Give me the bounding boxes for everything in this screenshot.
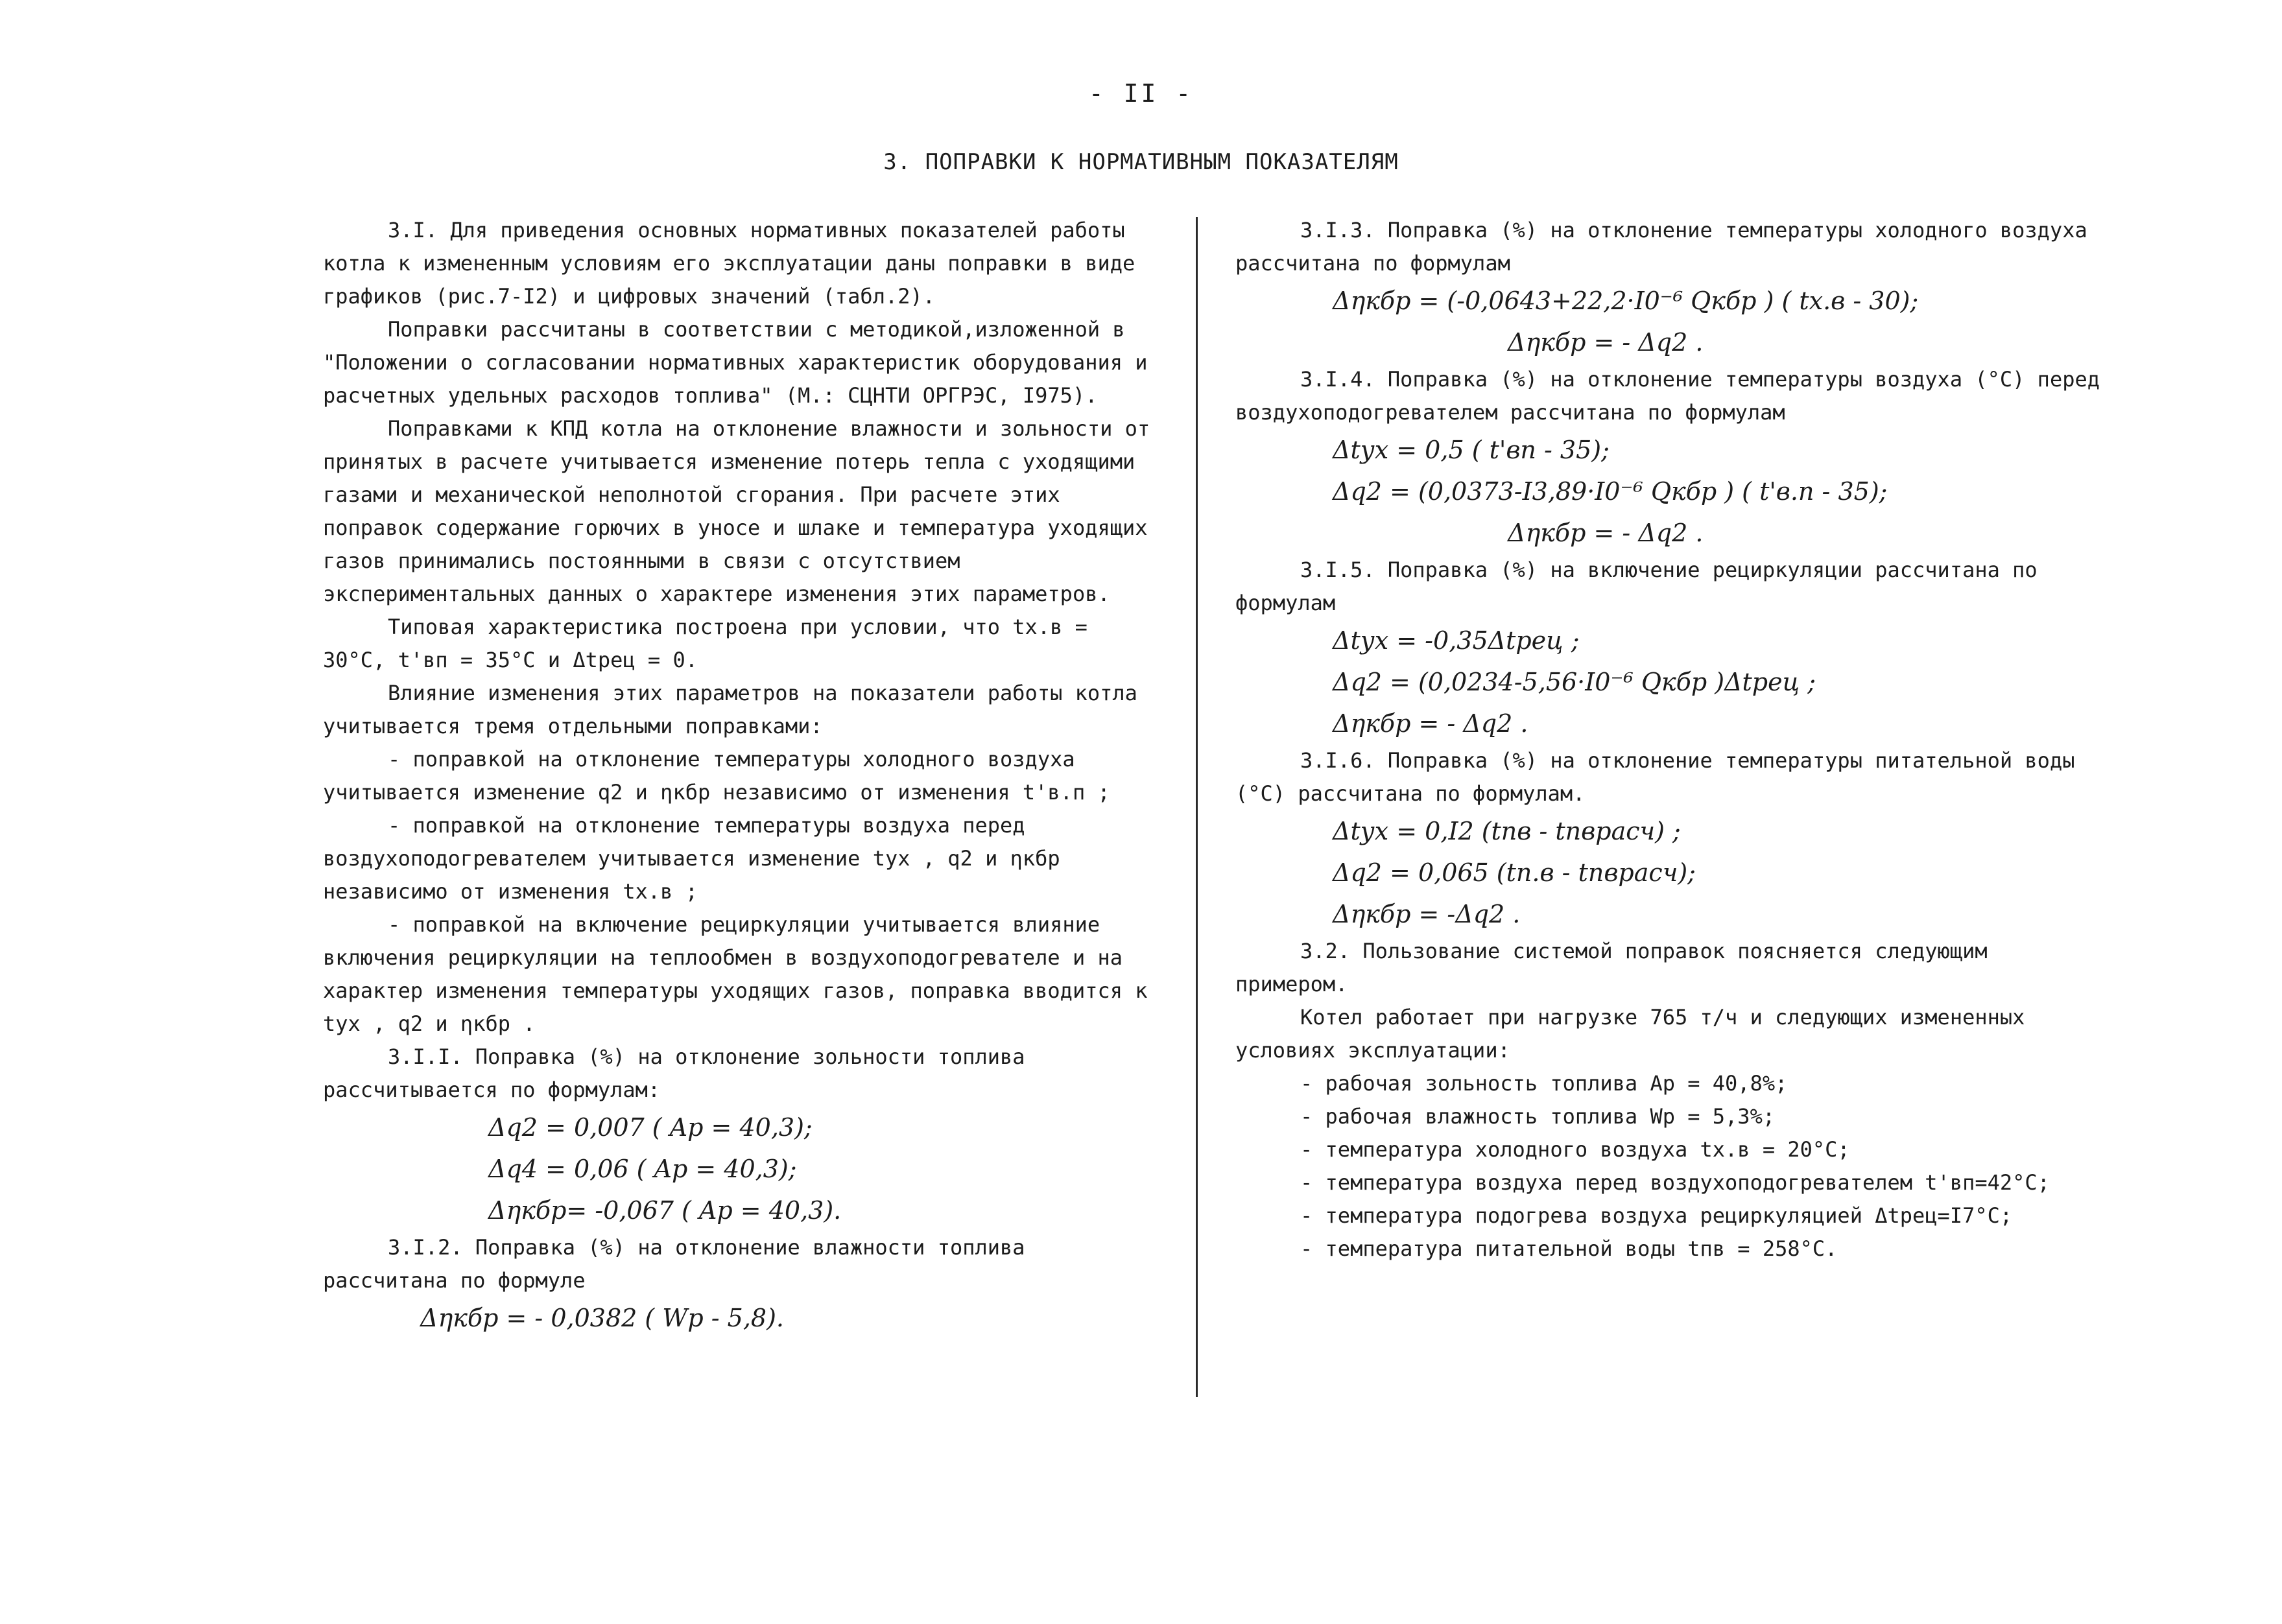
list-item-air-heater-temp: - температура воздуха перед воздухоподогревателем t'вп=42°С;	[1300, 1170, 2050, 1195]
paragraph-typical-characteristic: Типовая характеристика построена при условии, что tх.в = 30°С, t'вп = 35°С и Δtрец = 0.	[323, 615, 1088, 672]
formula-deta-eq-dq2-a: Δηкбр = - Δq2 .	[1508, 328, 1704, 357]
left-column	[323, 214, 1156, 1339]
list-item-cold-air-temp: - температура холодного воздуха tх.в = 20°С;	[1300, 1137, 1850, 1162]
formula-dtux-recirc: Δtух = -0,35Δtрец ;	[1333, 626, 1580, 655]
paragraph-efficiency-corrections: Поправками к КПД котла на отклонение влажности и зольности от принятых в расчете учитывается изменение потерь тепла с уходящими газами и механической неполнотой сгорания. При расчете этих поправок содержание горючих в уносе и шлаке и температура уходящих газов принимались постоянными в связи с отсутствием экспериментальных данных о характере изменения этих параметров.	[323, 416, 1150, 606]
formula-dtux-air: Δtух = 0,5 ( t'вп - 35);	[1333, 436, 1610, 464]
right-column	[1235, 214, 2108, 1265]
list-item-feedwater-temp: - температура питательной воды tпв = 258°С.	[1300, 1236, 1838, 1261]
formula-deta-moisture: Δηкбр = - 0,0382 ( Wр - 5,8).	[420, 1304, 785, 1332]
list-item-ash: - рабочая зольность топлива Aр = 40,8%;	[1300, 1071, 1788, 1096]
paragraph-3-1-3: 3.I.3. Поправка (%) на отклонение температуры холодного воздуха рассчитана по формулам	[1235, 218, 2087, 276]
paragraph-3-1: 3.I. Для приведения основных нормативных показателей работы котла к измененным условиям его эксплуатации даны поправки в виде графиков (рис.7-I2) и цифровых значений (табл.2).	[323, 218, 1135, 309]
formula-dq2-recirc: Δq2 = (0,0234-5,56·I0⁻⁶ Qкбр )Δtрец ;	[1333, 668, 1816, 696]
formula-dq2-feedwater: Δq2 = 0,065 (tп.в - tпврасч);	[1333, 858, 1696, 887]
formula-deta-cold-air: Δηкбр = (-0,0643+22,2·I0⁻⁶ Qкбр ) ( tх.в - 30);	[1333, 287, 1919, 315]
list-item-cold-air: - поправкой на отклонение температуры холодного воздуха учитывается изменение q2 и ηкбр независимо от изменения t'в.п ;	[323, 747, 1110, 805]
list-item-moisture: - рабочая влажность топлива Wр = 5,3%;	[1300, 1104, 1776, 1129]
list-item-air-before-heater: - поправкой на отклонение температуры воздуха перед воздухоподогревателем учитывается изменение tух , q2 и ηкбр независимо от изменения tх.в ;	[323, 813, 1060, 904]
formula-dq2-air: Δq2 = (0,0373-I3,89·I0⁻⁶ Qкбр ) ( t'в.п - 35);	[1333, 477, 1888, 506]
paragraph-3-1-6: 3.I.6. Поправка (%) на отклонение температуры питательной воды (°С) рассчитана по формулам.	[1235, 748, 2075, 806]
paragraph-three-corrections: Влияние изменения этих параметров на показатели работы котла учитывается тремя отдельными поправками:	[323, 681, 1137, 738]
list-item-recirc-temp: - температура подогрева воздуха рециркуляцией Δtрец=I7°С;	[1300, 1203, 2013, 1228]
formula-dq2-ash: Δq2 = 0,007 ( Aр = 40,3);	[488, 1113, 813, 1142]
paragraph-3-2: 3.2. Пользование системой поправок поясняется следующим примером.	[1235, 939, 1988, 996]
column-divider	[1196, 217, 1198, 1397]
formula-deta-eq-dq2-b: Δηкбр = - Δq2 .	[1508, 519, 1704, 547]
formula-dtux-feedwater: Δtух = 0,I2 (tпв - tпврасч) ;	[1333, 817, 1681, 845]
formula-dq4-ash: Δq4 = 0,06 ( Aр = 40,3);	[488, 1155, 797, 1183]
paragraph-example: Котел работает при нагрузке 765 т/ч и следующих измененных условиях эксплуатации:	[1235, 1005, 2025, 1063]
paragraph-3-1-5: 3.I.5. Поправка (%) на включение рециркуляции рассчитана по формулам	[1235, 558, 2038, 615]
formula-deta-recirc: Δηкбр = - Δq2 .	[1333, 709, 1528, 738]
page-number: - II -	[1088, 79, 1194, 108]
section-heading: 3. ПОПРАВКИ К НОРМАТИВНЫМ ПОКАЗАТЕЛЯМ	[883, 149, 1399, 175]
paragraph-3-1-2: 3.I.2. Поправка (%) на отклонение влажности топлива рассчитана по формуле	[323, 1235, 1025, 1293]
paragraph-methodology: Поправки рассчитаны в соответствии с методикой,изложенной в "Положении о согласовании нормативных характеристик оборудования и расчетных удельных расходов топлива" (М.: СЦНТИ ОРГРЭС, I975).	[323, 317, 1148, 408]
paragraph-3-1-1: 3.I.I. Поправка (%) на отклонение зольности топлива рассчитывается по формулам:	[323, 1044, 1025, 1102]
formula-deta-feedwater: Δηкбр = -Δq2 .	[1333, 900, 1521, 928]
paragraph-3-1-4: 3.I.4. Поправка (%) на отклонение температуры воздуха (°С) перед воздухоподогревателем рассчитана по формулам	[1235, 367, 2100, 425]
list-item-recirculation: - поправкой на включение рециркуляции учитывается влияние включения рециркуляции на теплообмен в воздухоподогревателе и на характер изменения температуры уходящих газов, поправка вводится к tух , q2 и ηкбр .	[323, 912, 1148, 1036]
formula-deta-ash: Δηкбр= -0,067 ( Aр = 40,3).	[488, 1196, 842, 1225]
